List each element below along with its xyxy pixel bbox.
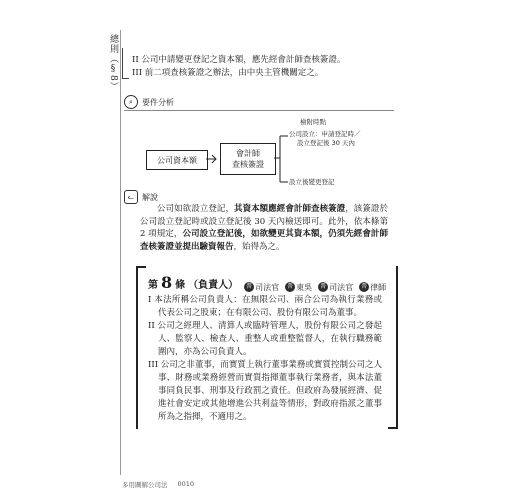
article-suffix: 條: [175, 280, 186, 291]
upper-note: [289, 130, 361, 148]
article-paragraph-3: III 公司之非董事，而實質上執行董事業務或實質控制公司之人事、財務或業務經營而實質指揮董事執行業務者，與本法董事同負民事、刑事及行政罰之責任。但政府為發展經濟、促進社會安定或其他增進公共利益等情形，對政府指派之董事所為之指揮，不適用之。: [148, 360, 382, 422]
exam-tag: [244, 282, 279, 293]
intro-line-2: II 公司中請變更登記之資本額，應先經會計師查核簽證。: [132, 55, 346, 65]
capital-box-label: 公司資本額: [157, 155, 197, 165]
para-part: ，始得為之。: [233, 241, 285, 252]
cat-icon: ᓚ: [124, 190, 138, 204]
tag-mark: 普: [361, 283, 368, 290]
intro-text: [132, 54, 394, 79]
analysis-underline: [124, 110, 394, 111]
explain-paragraph: [140, 203, 388, 253]
tag-label: 律師: [370, 282, 387, 292]
auditor-box-line2: 查核簽證: [232, 160, 264, 169]
para-part-bold: 其資本額應經會計師查核簽證: [234, 204, 346, 214]
intro-line-3: III 前二項查核簽證之辦法，由中央主管機關定之。: [132, 67, 324, 78]
page-number: 0010: [177, 480, 195, 488]
tag-label: 東吳: [296, 282, 313, 292]
capital-box: [146, 150, 208, 170]
analysis-title: 要件分析: [142, 97, 174, 107]
para-part-bold: 公司設立登記後，如欲變更其資本額，仍須先經會計師查核簽證並提出驗資報告: [140, 229, 388, 252]
tag-label: 司法官: [255, 282, 280, 292]
exam-tag: [285, 282, 312, 293]
exam-tag: [318, 282, 353, 293]
article-paragraph-1: I 本法所稱公司負責人：在無限公司、兩合公司為執行業務或代表公司之股東；在有限公司、股份有限公司為董事。: [148, 295, 382, 318]
para-part: ，該簽證於公司設立登記時或設立登記後 30 天內檢送即可。此外，依本條第 2 項規定，: [140, 204, 388, 239]
tag-mark: 普: [320, 283, 327, 290]
analysis-heading: [124, 95, 174, 109]
auditor-box: [220, 143, 276, 175]
magnifier-icon: ⌕: [124, 95, 138, 109]
page-footer: [122, 480, 194, 489]
lower-note: 設立後變更登記: [289, 178, 335, 186]
explain-title: 解說: [142, 192, 158, 202]
branch-lines: [274, 132, 288, 188]
auditor-box-line1: 會計師: [236, 149, 260, 158]
article-paragraph-2: II 公司之經理人、清算人或臨時管理人，股份有限公司之發起人、監察人、檢查人、重整人或重整監督人，在執行職務範圍內，亦為公司負責人。: [148, 321, 382, 357]
upper-note-line1: 公司設立：申請登記時／: [289, 130, 361, 138]
para-part: 公司如欲設立登記，: [157, 204, 235, 214]
article-body: [148, 294, 382, 424]
intro-bracket: [122, 48, 129, 79]
article-heading: [148, 273, 388, 293]
tag-label: 司法官: [329, 282, 354, 292]
article-number: 8: [161, 273, 173, 292]
article-prefix: 第: [148, 280, 158, 291]
exam-tag: [359, 282, 386, 293]
arrow-icon: [206, 153, 220, 165]
side-rule: [120, 30, 121, 475]
tag-mark: 普: [287, 283, 294, 290]
article-title: （負責人）: [188, 280, 239, 291]
tag-mark: 普: [246, 283, 253, 290]
chapter-tab: 總則（§8）: [108, 34, 118, 92]
upper-note-line2: 設立登記後 30 天內: [297, 139, 355, 147]
checkpoint-title: 檢附時點: [300, 118, 326, 126]
explain-heading: [124, 190, 158, 204]
book-title: 多用圖解公司法: [122, 481, 168, 489]
